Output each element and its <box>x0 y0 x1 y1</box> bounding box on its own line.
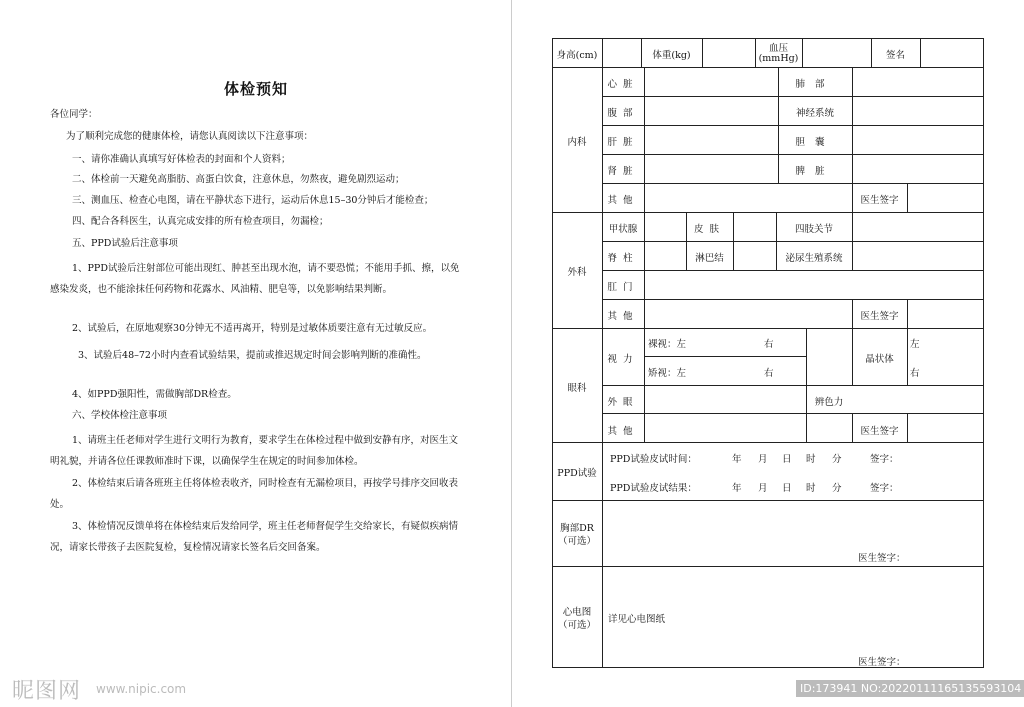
ecg-optional: （可选） <box>557 620 596 631</box>
ppd-time-minute: 分 <box>832 454 842 465</box>
notice-title: 体检预知 <box>223 80 288 98</box>
ppd-time-month: 月 <box>758 454 768 465</box>
waike-label: 外科 <box>567 267 587 278</box>
ppd-result-year: 年 <box>732 483 742 494</box>
yanke-other-label: 其他 <box>607 426 639 437</box>
ppd-time-year: 年 <box>732 454 742 465</box>
anus-label: 肛门 <box>607 282 639 293</box>
liver-label: 肝脏 <box>607 137 639 148</box>
urogenital-label: 泌尿生殖系统 <box>785 253 843 264</box>
ppd-time-day: 日 <box>782 454 792 465</box>
yanke-label: 眼科 <box>567 383 587 394</box>
spleen-label: 脾脏 <box>795 166 835 177</box>
chest-doctor-sign: 医生签字： <box>858 553 906 564</box>
ppd-note-4: 4、如PPD强阳性，需做胸部DR检查。 <box>72 389 237 400</box>
ppd-note-1: 1、PPD试验后注射部位可能出现红、肿甚至出现水泡，请不要恐慌；不能用手抓、擦，以免感染发炎，也不能涂抹任何药物和花露水、风油精、肥皂等，以免影响结果判断。 <box>50 263 460 295</box>
lens-right: 右 <box>910 368 920 379</box>
lens-label: 晶状体 <box>865 354 894 365</box>
neike-doctor-sign: 医生签字 <box>860 195 899 206</box>
notice-item-2: 二、体检前一天避免高脂肪、高蛋白饮食，注意休息，勿熬夜，避免剧烈运动； <box>72 174 405 185</box>
chest-optional: （可选） <box>557 536 596 547</box>
intro: 为了顺利完成您的健康体检，请您认真阅读以下注意事项： <box>66 131 314 142</box>
section-6: 六、学校体检注意事项 <box>72 410 168 421</box>
yanke-doctor-sign: 医生签字 <box>860 426 899 437</box>
ecg-note: 详见心电图纸 <box>608 614 666 625</box>
corrected-vision-right: 右 <box>764 368 774 379</box>
bp-label: 血压 <box>768 43 788 54</box>
ecg-doctor-sign: 医生签字： <box>858 657 906 668</box>
gallbladder-label: 胆囊 <box>795 137 835 148</box>
lens-left: 左 <box>910 339 920 350</box>
school-note-3: 3、体检情况反馈单将在体检结束后发给同学，班主任老师督促学生交给家长，有疑似疾病情况，请家长带孩子去医院复检，复检情况请家长签名后交回备案。 <box>50 521 459 553</box>
color-vision-label: 辨色力 <box>814 397 844 408</box>
height-label: 身高(cm) <box>556 50 598 61</box>
notice-item-4: 四、配合各科医生，认真完成安排的所有检查项目，勿漏检； <box>72 216 329 227</box>
ppd-result-sign: 签字： <box>870 483 899 494</box>
spine-label: 脊柱 <box>607 253 639 264</box>
ppd-result-day: 日 <box>782 483 792 494</box>
lymph-label: 淋巴结 <box>695 253 724 264</box>
school-note-2: 2、体检结束后请各班班主任将体检表收齐，同时检查有无漏检项目，再按学号排序交回收表处。 <box>50 478 459 510</box>
ppd-time-hour: 时 <box>806 454 816 465</box>
limbs-label: 四肢关节 <box>794 224 833 235</box>
ppd-result-label: PPD试验皮试结果： <box>610 483 697 494</box>
bp-unit: (mmHg) <box>758 53 799 64</box>
corrected-vision-left: 矫视：左 <box>648 368 687 379</box>
exam-form-table <box>552 38 984 668</box>
watermark-url: www.nipic.com <box>96 682 187 696</box>
greeting: 各位同学： <box>50 109 98 120</box>
abdomen-label: 腹部 <box>607 108 639 119</box>
thyroid-label: 甲状腺 <box>608 224 638 235</box>
notice-item-3: 三、测血压、检查心电图，请在平静状态下进行，运动后休息15–30分钟后才能检查； <box>72 195 434 206</box>
outer-eye-label: 外眼 <box>607 397 639 408</box>
ecg-label: 心电图 <box>562 607 592 618</box>
skin-label: 皮肤 <box>693 224 725 235</box>
chest-label: 胸部DR <box>560 523 594 534</box>
ppd-note-3: 3、试验后48–72小时内查看试验结果，提前或推迟规定时间会影响判断的准确性。 <box>78 350 427 361</box>
ppd-result-hour: 时 <box>806 483 816 494</box>
kidney-label: 肾脏 <box>607 166 639 177</box>
signature-label: 签名 <box>885 50 905 61</box>
nervous-label: 神经系统 <box>795 108 834 119</box>
neike-label: 内科 <box>567 137 587 148</box>
notice-item-5: 五、PPD试验后注意事项 <box>72 238 178 249</box>
ppd-time-label: PPD试验皮试时间： <box>610 454 697 465</box>
watermark-logo: 昵图网 <box>12 679 82 704</box>
heart-label: 心脏 <box>607 79 639 90</box>
school-note-1: 1、请班主任老师对学生进行文明行为教育，要求学生在体检过程中做到安静有序，对医生文明礼貌，并请各位任课教师准时下课，以确保学生在规定的时间参加体检。 <box>50 435 459 467</box>
ppd-label: PPD试验 <box>557 468 597 479</box>
neike-other-label: 其他 <box>607 195 639 206</box>
waike-other-label: 其他 <box>607 311 639 322</box>
notice-item-1: 一、请你准确认真填写好体检表的封面和个人资料； <box>72 154 291 165</box>
naked-vision-right: 右 <box>764 339 774 350</box>
ppd-result-minute: 分 <box>832 483 842 494</box>
watermark-id: ID:173941 NO:20220111165135593104 <box>796 680 1024 697</box>
lung-label: 肺部 <box>795 79 835 90</box>
ppd-note-2: 2、试验后，在原地观察30分钟无不适再离开，特别是过敏体质要注意有无过敏反应。 <box>72 323 433 334</box>
vision-label: 视力 <box>607 354 639 365</box>
ppd-time-sign: 签字： <box>870 454 899 465</box>
naked-vision-left: 裸视：左 <box>648 339 687 350</box>
ppd-result-month: 月 <box>758 483 768 494</box>
waike-doctor-sign: 医生签字 <box>860 311 899 322</box>
weight-label: 体重(kg) <box>652 50 691 61</box>
